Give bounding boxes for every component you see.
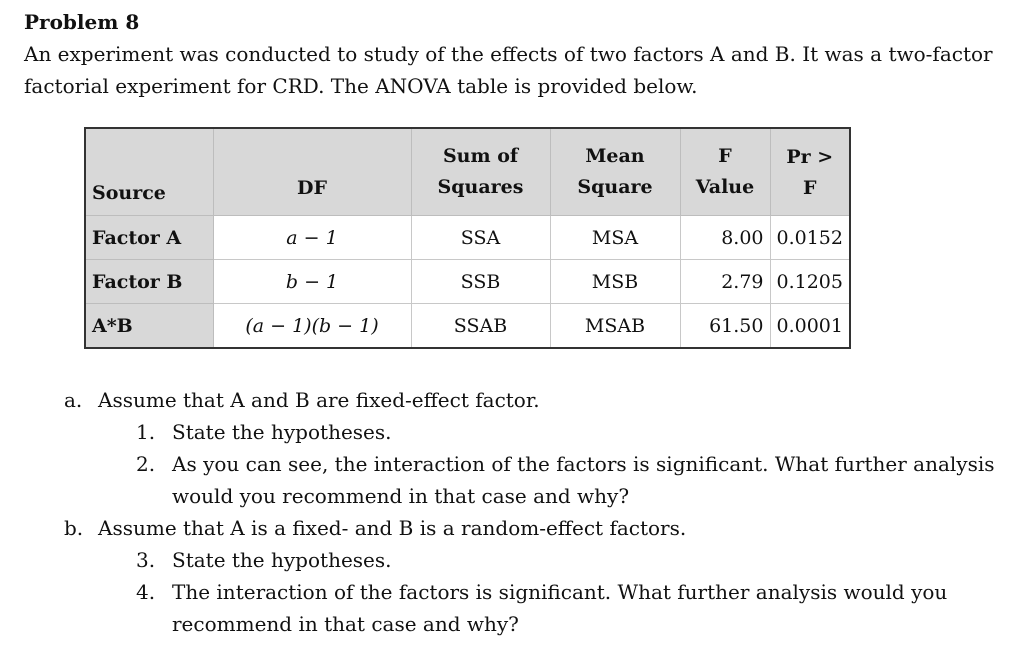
header-df (213, 128, 411, 216)
header-f-line1: F (718, 145, 732, 167)
table-header-row (85, 128, 850, 216)
row-p-value: 0.0001 (770, 304, 850, 349)
question-item (136, 544, 392, 576)
row-f-value: 61.50 (680, 304, 770, 349)
question-item-continued (172, 480, 629, 512)
question-b (64, 512, 686, 544)
item-text: would you recommend in that case and why? (172, 484, 630, 508)
table-row (85, 260, 850, 304)
question-a-marker: a. (64, 388, 83, 412)
row-ss: SSAB (411, 304, 550, 349)
row-f-value: 8.00 (680, 216, 770, 260)
item-number: 2. (136, 452, 156, 476)
question-a-text: Assume that A and B are fixed-effect factor. (98, 388, 540, 412)
item-text: The interaction of the factors is significant. What further analysis would you (172, 580, 948, 604)
row-ms: MSB (550, 260, 680, 304)
anova-table (84, 127, 851, 349)
item-text: State the hypotheses. (172, 420, 392, 444)
header-ss-line1: Sum of (442, 145, 519, 167)
header-ms-line2: Square (577, 176, 653, 198)
row-df: b − 1 (213, 260, 411, 304)
question-b-text: Assume that A is a fixed- and B is a random-effect factors. (98, 516, 687, 540)
row-source: A*B (85, 304, 213, 349)
question-item (136, 416, 392, 448)
problem-intro: An experiment was conducted to study of the effects of two factors A and B. It was a two-factor factorial experiment for CRD. The ANOVA table is provided below. (24, 42, 993, 98)
header-ss-line2: Squares (437, 176, 524, 198)
problem-title: Problem 8 (24, 10, 140, 34)
item-number: 4. (136, 580, 156, 604)
row-p-value: 0.0152 (770, 216, 850, 260)
question-item (136, 576, 947, 608)
item-text: State the hypotheses. (172, 548, 392, 572)
item-text: As you can see, the interaction of the factors is significant. What further analysis (172, 452, 995, 476)
row-source: Factor B (85, 260, 213, 304)
row-ss: SSA (411, 216, 550, 260)
header-f-line2: Value (695, 176, 755, 198)
header-p (770, 128, 850, 216)
header-p-label: Pr > F (786, 146, 834, 199)
row-ms: MSAB (550, 304, 680, 349)
item-number: 1. (136, 420, 156, 444)
row-ms: MSA (550, 216, 680, 260)
question-item-continued (172, 608, 519, 640)
question-item (136, 448, 995, 480)
header-source: Source (85, 128, 213, 216)
row-df: (a − 1)(b − 1) (213, 304, 411, 349)
row-p-value: 0.1205 (770, 260, 850, 304)
row-ss: SSB (411, 260, 550, 304)
header-ss (411, 128, 550, 216)
question-b-marker: b. (64, 516, 84, 540)
row-df: a − 1 (213, 216, 411, 260)
header-ms (550, 128, 680, 216)
question-a (64, 384, 540, 416)
row-f-value: 2.79 (680, 260, 770, 304)
header-ms-line1: Mean (585, 145, 645, 167)
row-source: Factor A (85, 216, 213, 260)
header-df-label: DF (297, 177, 327, 199)
item-number: 3. (136, 548, 156, 572)
table-row (85, 304, 850, 349)
item-text: recommend in that case and why? (172, 612, 519, 636)
header-f (680, 128, 770, 216)
table-row (85, 216, 850, 260)
